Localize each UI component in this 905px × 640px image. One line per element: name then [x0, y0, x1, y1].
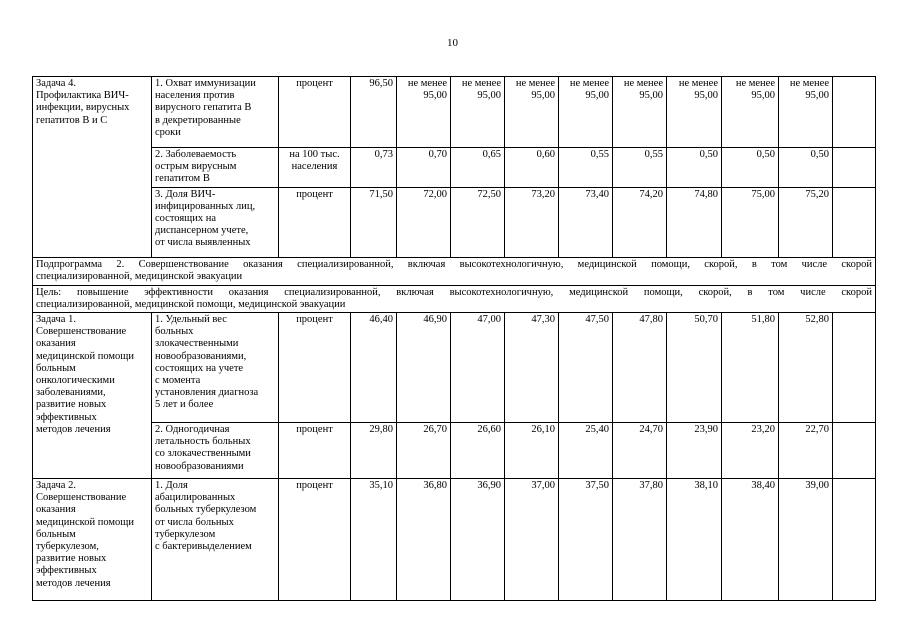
unit-cell [279, 148, 351, 188]
value-text: 0,50 [699, 149, 718, 160]
subprogram-row [33, 257, 876, 285]
value-cell [559, 148, 613, 188]
unit-cell [279, 187, 351, 257]
value-cell [667, 313, 722, 423]
unit-cell [279, 77, 351, 148]
indicators-table [32, 76, 876, 601]
value-text: 50,70 [694, 314, 718, 326]
value-text: 0,70 [428, 149, 447, 160]
value-text: не менее [569, 78, 609, 89]
goal-title [33, 285, 876, 312]
cell-line: вирусного гепатита В [155, 102, 252, 114]
cell-line: 1. Удельный вес [155, 314, 227, 326]
cell-line: процент [296, 480, 333, 492]
value-cell [613, 148, 667, 188]
cell-line: эффективных [36, 565, 97, 577]
cell-line: туберкулезом, [36, 541, 99, 553]
value-cell [667, 479, 722, 601]
value-cell [559, 77, 613, 148]
empty-cell [833, 479, 876, 601]
value-cell [613, 187, 667, 257]
value-text: 22,70 [805, 424, 829, 436]
value-text: 46,90 [423, 314, 447, 326]
value-cell [397, 479, 451, 601]
cell-line: методов лечения [36, 423, 111, 435]
value-cell [451, 313, 505, 423]
value-cell [722, 148, 779, 188]
value-text: 37,80 [639, 480, 663, 492]
cell-line: 2. Заболеваемость [155, 149, 237, 160]
value-text: 38,40 [751, 480, 775, 492]
cell-line: больных туберкулезом [155, 504, 257, 516]
cell-line: оказания [36, 504, 76, 516]
value-text: 74,20 [639, 188, 663, 200]
value-cell [722, 423, 779, 479]
cell-line: Задача 1. [36, 314, 76, 326]
value-text: не менее [623, 78, 663, 89]
empty-cell [833, 423, 876, 479]
value-cell [505, 313, 559, 423]
cell-line: методов лечения [36, 577, 111, 589]
value-cell [722, 313, 779, 423]
value-cell [397, 77, 451, 148]
cell-line: в декретированные [155, 114, 241, 126]
cell-line: от числа больных [155, 516, 234, 528]
value-cell [397, 187, 451, 257]
cell-line: инфицированных лиц, [155, 200, 256, 212]
cell-line: онкологическими [36, 375, 115, 387]
value-text: 96,50 [369, 78, 393, 89]
value-cell [559, 313, 613, 423]
value-cell [722, 187, 779, 257]
value-text: 73,40 [585, 188, 609, 200]
value-text: 47,30 [531, 314, 555, 326]
cell-line: процент [296, 424, 333, 436]
cell-line: больным [36, 528, 76, 540]
value-cell [451, 187, 505, 257]
cell-line: с момента [155, 375, 201, 387]
value-text: 95,00 [531, 90, 555, 102]
value-cell [397, 423, 451, 479]
value-text: 75,00 [751, 188, 775, 200]
value-text: 26,10 [531, 424, 555, 436]
value-cell [667, 423, 722, 479]
value-text: 35,10 [369, 480, 393, 492]
value-cell [722, 77, 779, 148]
value-text: 23,90 [694, 424, 718, 436]
value-cell [451, 77, 505, 148]
cell-line: больным [36, 362, 76, 374]
value-text: 29,80 [369, 424, 393, 436]
value-text: 36,90 [477, 480, 501, 492]
cell-line: 3. Доля ВИЧ- [155, 188, 216, 200]
value-cell [505, 77, 559, 148]
value-cell [613, 423, 667, 479]
table-row [33, 313, 876, 423]
value-text: 0,73 [374, 149, 393, 160]
value-cell [397, 148, 451, 188]
empty-cell [833, 187, 876, 257]
value-text: 38,10 [694, 480, 718, 492]
value-cell [351, 313, 397, 423]
cell-line: Задача 4. [36, 78, 76, 89]
cell-line: 5 лет и более [155, 399, 214, 411]
value-cell [779, 313, 833, 423]
cell-line: медицинской помощи [36, 516, 134, 528]
value-cell [505, 423, 559, 479]
value-text: 71,50 [369, 188, 393, 200]
cell-line: оказания [36, 338, 76, 350]
value-text: 0,65 [482, 149, 501, 160]
page-number: 10 [447, 37, 458, 49]
value-text: 95,00 [639, 90, 663, 102]
empty-cell [833, 313, 876, 423]
cell-line: инфекции, вирусных [36, 102, 130, 114]
unit-cell [279, 423, 351, 479]
value-cell [722, 479, 779, 601]
value-text: 0,50 [810, 149, 829, 160]
cell-line: абацилированных [155, 492, 236, 504]
value-text: 0,55 [590, 149, 609, 160]
cell-line: новообразованиями, [155, 350, 247, 362]
value-text: 95,00 [423, 90, 447, 102]
value-text: 25,40 [585, 424, 609, 436]
indicator-cell [152, 479, 279, 601]
value-text: не менее [735, 78, 775, 89]
cell-line: летальность больных [155, 436, 251, 448]
value-cell [351, 77, 397, 148]
cell-line: установления диагноза [155, 387, 259, 399]
value-text: 52,80 [805, 314, 829, 326]
value-cell [351, 423, 397, 479]
goal-row [33, 285, 876, 312]
unit-cell [279, 313, 351, 423]
value-text: 51,80 [751, 314, 775, 326]
cell-line: злокачественными [155, 338, 239, 350]
value-text: 24,70 [639, 424, 663, 436]
cell-line: заболеваниями, [36, 387, 106, 399]
value-cell [505, 479, 559, 601]
table-row [33, 148, 876, 188]
value-text: 47,50 [585, 314, 609, 326]
value-text: 39,00 [805, 480, 829, 492]
value-cell [451, 479, 505, 601]
value-cell [451, 423, 505, 479]
cell-line: состоящих на [155, 213, 217, 225]
value-cell [613, 77, 667, 148]
cell-line: медицинской помощи [36, 350, 134, 362]
value-cell [505, 187, 559, 257]
cell-line: 2. Одногодичная [155, 424, 230, 436]
cell-line: туберкулезом [155, 528, 216, 540]
cell-line: от числа выявленных [155, 237, 251, 249]
indicator-cell [152, 148, 279, 188]
table-row [33, 77, 876, 148]
cell-line: населения против [155, 90, 235, 102]
task-cell [33, 479, 152, 601]
cell-line: процент [296, 78, 333, 89]
empty-cell [833, 77, 876, 148]
cell-line: сроки [155, 126, 181, 138]
value-cell [451, 148, 505, 188]
cell-line: Совершенствование [36, 492, 127, 504]
table-row [33, 479, 876, 601]
cell-line: новообразованиями [155, 460, 244, 472]
cell-line: Совершенствование [36, 326, 127, 338]
cell-line: больных [155, 326, 194, 338]
value-cell [613, 313, 667, 423]
empty-cell [833, 148, 876, 188]
value-text: 23,20 [751, 424, 775, 436]
task-cell [33, 313, 152, 479]
cell-line: развитие новых [36, 399, 107, 411]
value-cell [667, 77, 722, 148]
cell-line: гепатитов В и С [36, 114, 108, 126]
value-cell [351, 187, 397, 257]
value-cell [779, 479, 833, 601]
cell-line: эффективных [36, 411, 97, 423]
cell-line: населения [291, 161, 338, 173]
value-cell [613, 479, 667, 601]
value-text: 26,60 [477, 424, 501, 436]
cell-line: со злокачественными [155, 448, 251, 460]
table-row [33, 423, 876, 479]
indicator-cell [152, 423, 279, 479]
cell-line: с бактеривыделением [155, 541, 252, 553]
value-cell [397, 313, 451, 423]
value-cell [559, 479, 613, 601]
value-text: 0,50 [756, 149, 775, 160]
cell-line: развитие новых [36, 553, 107, 565]
value-text: 37,00 [531, 480, 555, 492]
unit-cell [279, 479, 351, 601]
value-text: не менее [678, 78, 718, 89]
value-cell [351, 148, 397, 188]
value-text: 75,20 [805, 188, 829, 200]
subprogram-line-1: Подпрограмма 2. Совершенствование оказания специализированной, включая высокотехнологичную, медицинской помощи, скорой, в том числе скорой [36, 258, 872, 270]
value-text: 95,00 [751, 90, 775, 102]
cell-line: 1. Охват иммунизации [155, 78, 256, 89]
cell-line: 1. Доля [155, 480, 188, 492]
cell-line: Задача 2. [36, 480, 76, 492]
indicator-cell [152, 187, 279, 257]
cell-line: на 100 тыс. [289, 149, 340, 160]
cell-line: диспансерном учете, [155, 225, 249, 237]
value-text: 26,70 [423, 424, 447, 436]
value-text: не менее [407, 78, 447, 89]
cell-line: острым вирусным [155, 161, 237, 173]
value-text: 46,40 [369, 314, 393, 326]
value-text: 95,00 [585, 90, 609, 102]
cell-line: процент [296, 188, 333, 200]
value-text: не менее [515, 78, 555, 89]
value-text: 72,50 [477, 188, 501, 200]
value-cell [779, 77, 833, 148]
value-text: 72,00 [423, 188, 447, 200]
value-text: 95,00 [477, 90, 501, 102]
indicator-cell [152, 313, 279, 423]
goal-line-2: специализированной, медицинской помощи, медицинской эвакуации [36, 298, 346, 310]
value-text: 36,80 [423, 480, 447, 492]
value-text: 95,00 [694, 90, 718, 102]
value-text: 74,80 [694, 188, 718, 200]
value-cell [559, 187, 613, 257]
value-text: 95,00 [805, 90, 829, 102]
value-text: 0,55 [644, 149, 663, 160]
value-cell [779, 423, 833, 479]
value-text: 47,80 [639, 314, 663, 326]
cell-line: Профилактика ВИЧ- [36, 90, 129, 102]
subprogram-line-2: специализированной, медицинской эвакуации [36, 270, 243, 282]
value-cell [667, 187, 722, 257]
value-text: 47,00 [477, 314, 501, 326]
cell-line: состоящих на учете [155, 362, 244, 374]
goal-line-1: Цель: повышение эффективности оказания специализированной, включая высокотехнологичную, медицинской помощи, скорой, в том числе скорой [36, 286, 872, 298]
value-cell [351, 479, 397, 601]
value-cell [667, 148, 722, 188]
cell-line: гепатитом В [155, 173, 210, 185]
value-cell [779, 148, 833, 188]
value-text: 0,60 [536, 149, 555, 160]
indicator-cell [152, 77, 279, 148]
table-row [33, 187, 876, 257]
value-cell [779, 187, 833, 257]
task-cell [33, 77, 152, 258]
value-cell [559, 423, 613, 479]
value-text: 37,50 [585, 480, 609, 492]
subprogram-title [33, 257, 876, 285]
cell-line: процент [296, 314, 333, 326]
value-text: не менее [461, 78, 501, 89]
value-text: 73,20 [531, 188, 555, 200]
value-text: не менее [789, 78, 829, 89]
value-cell [505, 148, 559, 188]
